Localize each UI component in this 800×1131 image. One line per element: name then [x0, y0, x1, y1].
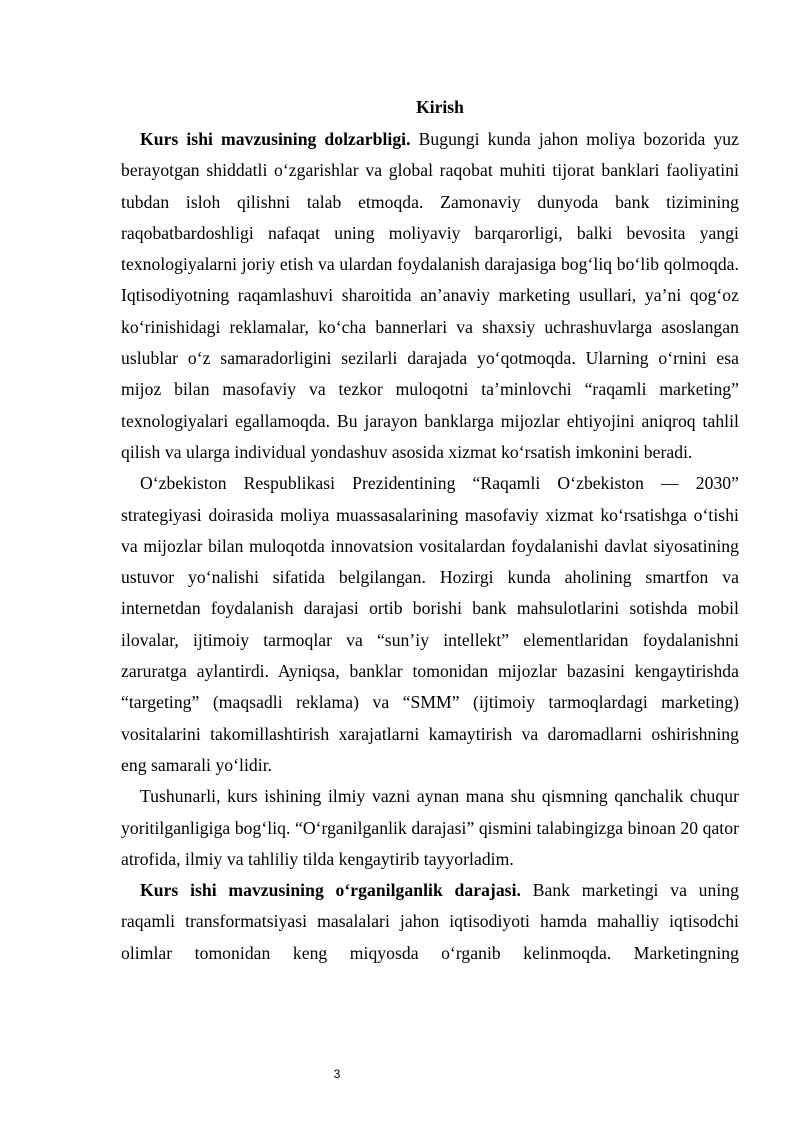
paragraph-study-degree: [121, 875, 739, 969]
section-title: Kirish: [416, 97, 464, 117]
paragraph-lead: Kurs ishi mavzusining oʻrganilganlik darajasi.: [140, 880, 521, 901]
paragraph-strategy: [121, 468, 739, 781]
paragraph-note: [121, 781, 739, 875]
paragraph-lead: Kurs ishi mavzusining dolzarbligi.: [140, 129, 411, 149]
page-number: 3: [333, 1067, 341, 1081]
paragraph-text: Tushunarli, kurs ishining ilmiy vazni aynan mana shu qismning qanchalik chuqur yoritilganligiga bogʻliq. “Oʻrganilganlik darajasi” qismini talabingizga binoan 20 qator atrofida, ilmiy va tahliliy tilda kengaytirib tayyorladim.: [121, 786, 739, 869]
paragraph-text: Oʻzbekiston Respublikasi Prezidentining “Raqamli Oʻzbekiston — 2030” strategiyasi doirasida moliya muassasalarining masofaviy xizmat koʻrsatishga oʻtishi va mijozlar bilan muloqotda innovatsion vositalardan foydalanishi davlat siyosatining ustuvor yoʻnalishi sifatida belgilangan. Hozirgi kunda aholining smartfon va internetdan foydalanish darajasi ortib borishi bank mahsulotlarini sotishda mobil ilovalar, ijtimoiy tarmoqlar va “sunʼiy intellekt” elementlaridan foydalanishni zaruratga aylantirdi. Ayniqsa, banklar tomonidan mijozlar bazasini kengaytirishda “targeting” (maqsadli reklama) va “SMM” (ijtimoiy tarmoqlardagi marketing) vositalarini takomillashtirish xarajatlarni kamaytirish va daromadlarni oshirishning eng samarali yoʻlidir.: [121, 473, 739, 775]
paragraph-text: Bank marketingi va uning raqamli transformatsiyasi masalalari jahon iqtisodiyoti hamda mahalliy iqtisodchi olimlar tomonidan keng miqyosda oʻrganib kelinmoqda. Marketingning: [121, 880, 739, 963]
paragraph-relevance: [121, 124, 739, 468]
paragraph-text: Bugungi kunda jahon moliya bozorida yuz berayotgan shiddatli oʻzgarishlar va global raqobat muhiti tijorat banklari faoliyatini tubdan isloh qilishni talab etmoqda. Zamonaviy dunyoda bank tizimining raqobatbardoshligi nafaqat uning moliyaviy barqarorligi, balki bevosita yangi texnologiyalarni joriy etish va ulardan foydalanish darajasiga bogʻliq boʻlib qolmoqda. Iqtisodiyotning raqamlashuvi sharoitida anʼanaviy marketing usullari, yaʼni qogʻoz koʻrinishidagi reklamalar, koʻcha bannerlari va shaxsiy uchrashuvlarga asoslangan uslublar oʻz samaradorligini sezilarli darajada yoʻqotmoqda. Ularning oʻrnini esa mijoz bilan masofaviy va tezkor muloqotni taʼminlovchi “raqamli marketing” texnologiyalari egallamoqda. Bu jarayon banklarga mijozlar ehtiyojini aniqroq tahlil qilish va ularga individual yondashuv asosida xizmat koʻrsatish imkonini beradi.: [121, 129, 739, 462]
body-text: [121, 124, 739, 969]
